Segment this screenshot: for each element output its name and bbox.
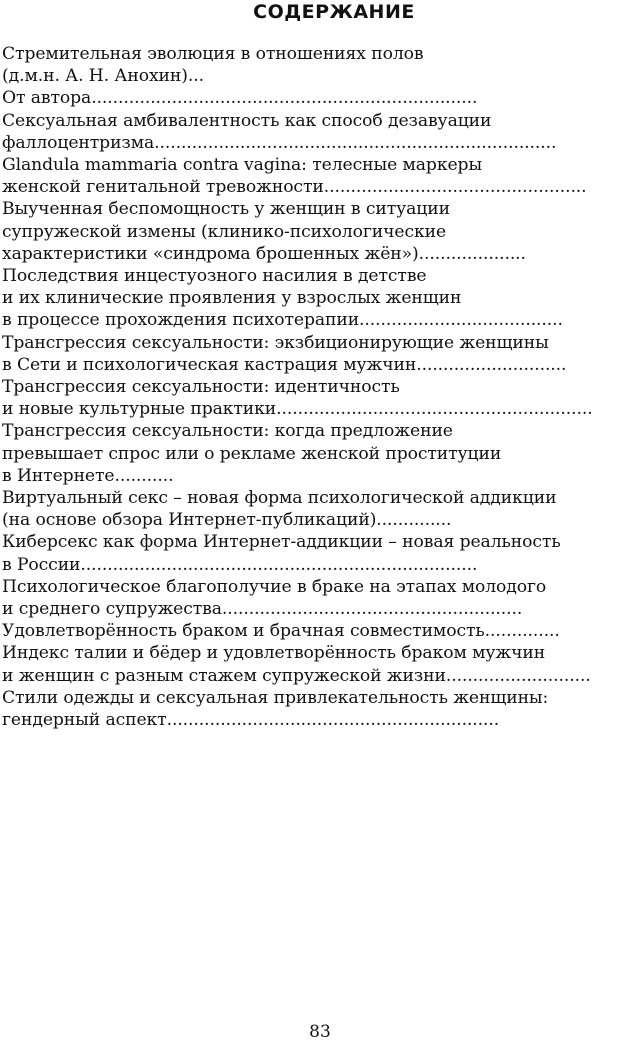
toc-entry — [2, 265, 618, 332]
toc-entry — [2, 531, 618, 575]
toc-entry — [2, 487, 618, 531]
toc-entry-line: в России.......................................................................... — [2, 554, 478, 575]
toc-entry-line: Выученная беспомощность у женщин в ситуации — [2, 199, 450, 220]
toc-entry-line: Последствия инцестуозного насилия в детстве — [2, 266, 427, 287]
toc-entry — [2, 110, 618, 154]
page-number: 83 — [309, 1022, 331, 1042]
toc-entry — [2, 43, 618, 87]
toc-entry — [2, 576, 618, 620]
toc-entry-line: От автора........................................................................ — [2, 88, 478, 109]
toc-entry — [2, 376, 618, 420]
toc-entry-line: Стремительная эволюция в отношениях полов — [2, 44, 424, 64]
toc-entry — [2, 332, 618, 376]
toc-entry-line: превышает спрос или о рекламе женской проституции — [2, 443, 502, 464]
toc-entry-line: Индекс талии и бёдер и удовлетворённость браком мужчин — [2, 643, 546, 664]
toc-entry-line: Виртуальный секс – новая форма психологической аддикции — [2, 488, 557, 509]
toc-entry-line: фаллоцентризма........................................................................... — [2, 132, 557, 153]
toc-entry-line: характеристики «синдрома брошенных жён»).................... — [2, 243, 526, 264]
toc-entry-line: и женщин с разным стажем супружеской жизни........................... — [2, 665, 591, 686]
toc-entry-line: Удовлетворённость браком и брачная совместимость.............. — [2, 621, 560, 642]
toc-entry-line: и их клинические проявления у взрослых женщин — [2, 288, 462, 309]
toc-entry — [2, 198, 618, 265]
toc-entry-line: в процессе прохождения психотерапии...................................... — [2, 310, 563, 331]
toc-entry-line: и новые культурные практики........................................................... — [2, 399, 593, 420]
toc-heading: СОДЕРЖАНИЕ — [253, 1, 415, 23]
toc-entry-line: гендерный аспект.............................................................. — [2, 710, 500, 731]
toc-entry-line: Трансгрессия сексуальности: когда предложение — [2, 421, 453, 442]
toc-entry-line: Психологическое благополучие в браке на этапах молодого — [2, 576, 547, 597]
toc-entry-line: Glandula mammaria contra vagina: телесные маркеры — [2, 155, 483, 176]
toc-entry-line: Киберсекс как форма Интернет-аддикции – новая реальность — [2, 532, 561, 553]
toc-entry — [2, 87, 618, 109]
table-of-contents — [2, 43, 618, 731]
toc-entry-line: Сексуальная амбивалентность как способ дезавуации — [2, 110, 492, 131]
toc-entry — [2, 642, 618, 686]
toc-entry-line: Стили одежды и сексуальная привлекательность женщины: — [2, 687, 549, 708]
toc-entry-line: в Сети и психологическая кастрация мужчин............................ — [2, 354, 567, 375]
toc-entry-line: в Интернете........... — [2, 465, 174, 486]
toc-entry-line: Трансгрессия сексуальности: экзбиционирующие женщины — [2, 332, 549, 353]
toc-entry-line: и среднего супружества........................................................ — [2, 599, 523, 620]
toc-entry — [2, 420, 618, 487]
toc-entry-line: женской генитальной тревожности................................................. — [2, 177, 587, 198]
toc-entry-line: (д.м.н. А. Н. Анохин)... — [2, 66, 204, 87]
toc-entry — [2, 154, 618, 198]
toc-entry-line: (на основе обзора Интернет-публикаций).............. — [2, 510, 452, 531]
toc-entry — [2, 687, 618, 731]
toc-entry — [2, 620, 618, 642]
toc-entry-line: супружеской измены (клинико-психологические — [2, 221, 447, 242]
toc-entry-line: Трансгрессия сексуальности: идентичность — [2, 377, 400, 398]
